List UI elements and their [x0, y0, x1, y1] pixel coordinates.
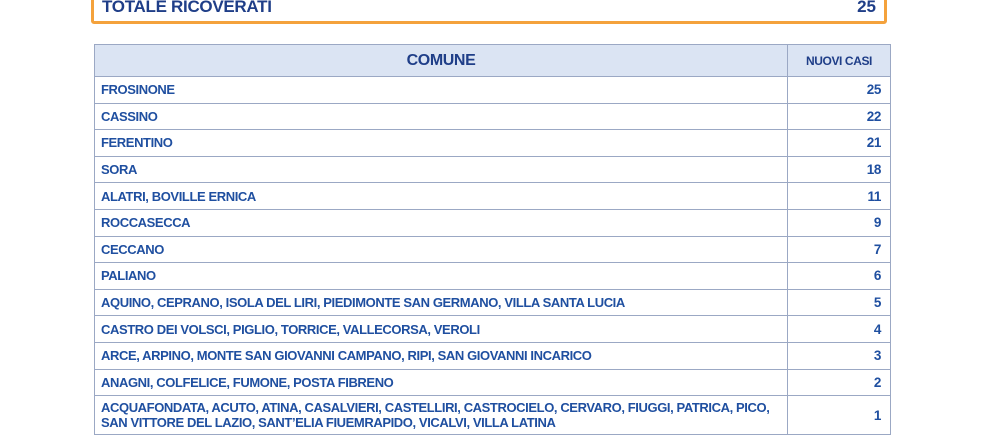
comune-cell: ROCCASECCA	[95, 209, 788, 236]
comune-cell: CECCANO	[95, 236, 788, 263]
table-row	[95, 396, 891, 435]
comune-cell: AQUINO, CEPRANO, ISOLA DEL LIRI, PIEDIMONTE SAN GERMANO, VILLA SANTA LUCIA	[95, 289, 788, 316]
nuovi-casi-cell: 4	[788, 316, 891, 343]
totale-ricoverati-box	[91, 0, 887, 24]
nuovi-casi-cell: 11	[788, 183, 891, 210]
comune-cell: PALIANO	[95, 263, 788, 290]
comune-cell: ANAGNI, COLFELICE, FUMONE, POSTA FIBRENO	[95, 369, 788, 396]
table-row	[95, 103, 891, 130]
table-row	[95, 183, 891, 210]
nuovi-casi-cell: 5	[788, 289, 891, 316]
table-row	[95, 342, 891, 369]
nuovi-casi-cell: 3	[788, 342, 891, 369]
table-row	[95, 236, 891, 263]
nuovi-casi-cell: 22	[788, 103, 891, 130]
table-row	[95, 156, 891, 183]
nuovi-casi-cell: 18	[788, 156, 891, 183]
comune-cell: ALATRI, BOVILLE ERNICA	[95, 183, 788, 210]
comune-cell: CASSINO	[95, 103, 788, 130]
comune-cell: SORA	[95, 156, 788, 183]
table-row	[95, 77, 891, 104]
table-row	[95, 263, 891, 290]
nuovi-casi-cell: 25	[788, 77, 891, 104]
column-header-nuovi-casi: NUOVI CASI	[788, 45, 891, 77]
comune-cell: FROSINONE	[95, 77, 788, 104]
comune-cell: ACQUAFONDATA, ACUTO, ATINA, CASALVIERI, CASTELLIRI, CASTROCIELO, CERVARO, FIUGGI, PATRICA, PICO, SAN VITTORE DEL LAZIO, SANT’ELIA FIUEMRAPIDO, VICALVI, VILLA LATINA	[95, 396, 788, 435]
table-row	[95, 130, 891, 157]
column-header-comune: COMUNE	[95, 45, 788, 77]
totale-ricoverati-value: 25	[857, 0, 876, 16]
table-row	[95, 369, 891, 396]
nuovi-casi-cell: 7	[788, 236, 891, 263]
nuovi-casi-cell: 1	[788, 396, 891, 435]
comune-cell: FERENTINO	[95, 130, 788, 157]
table-row	[95, 316, 891, 343]
nuovi-casi-cell: 6	[788, 263, 891, 290]
nuovi-casi-cell: 21	[788, 130, 891, 157]
table-row	[95, 289, 891, 316]
table-header-row	[95, 45, 891, 77]
comune-cell: ARCE, ARPINO, MONTE SAN GIOVANNI CAMPANO, RIPI, SAN GIOVANNI INCARICO	[95, 342, 788, 369]
nuovi-casi-cell: 2	[788, 369, 891, 396]
comune-cell: CASTRO DEI VOLSCI, PIGLIO, TORRICE, VALLECORSA, VEROLI	[95, 316, 788, 343]
table-row	[95, 209, 891, 236]
nuovi-casi-table	[94, 44, 891, 435]
totale-ricoverati-label: TOTALE RICOVERATI	[102, 0, 272, 16]
nuovi-casi-cell: 9	[788, 209, 891, 236]
